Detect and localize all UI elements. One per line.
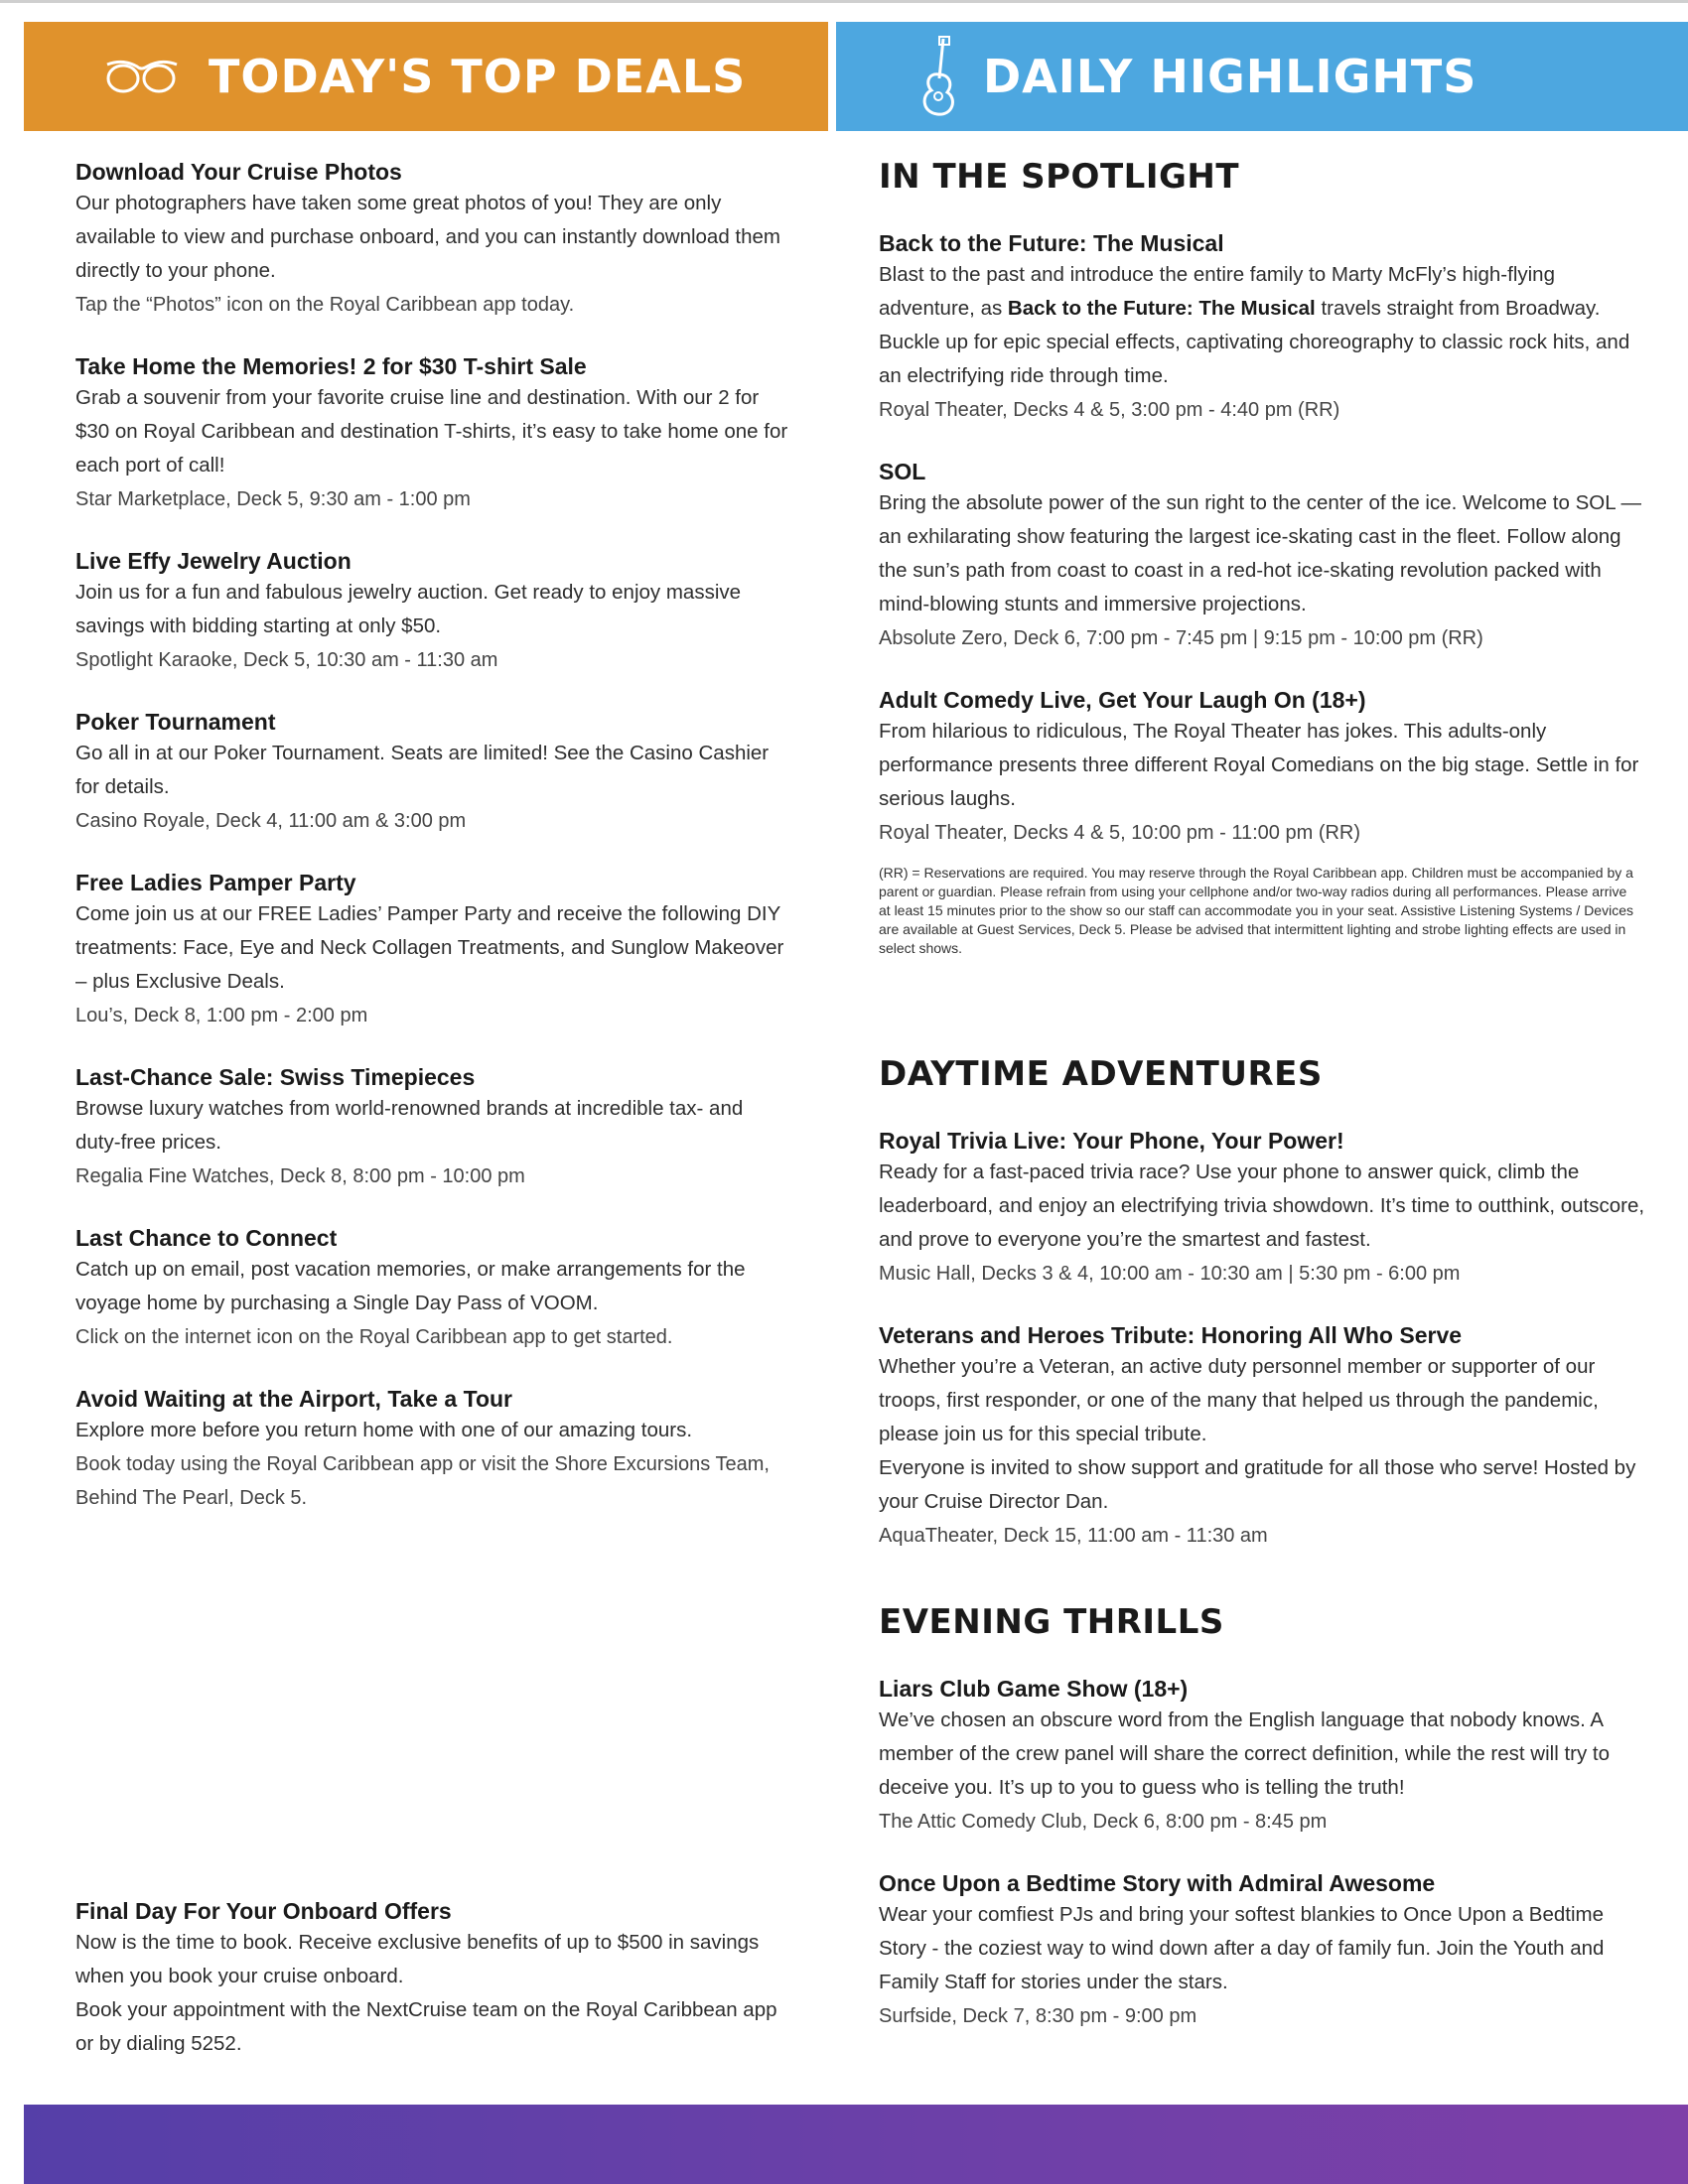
deal-location: Tap the “Photos” icon on the Royal Caribbean app today. — [75, 294, 575, 316]
deal-download-photos — [75, 157, 790, 322]
highlight-trivia — [879, 1126, 1653, 1291]
highlight-body: Ready for a fast-paced trivia race? Use your phone to answer quick, climb the leaderboard, and enjoy an electrifying trivia showdown. It’s time to outthink, outscore, and prove to everyone you’re the smartest and fastest. — [879, 1160, 1645, 1251]
deal-body: Our photographers have taken some great photos of you! They are only available to view and purchase onboard, and you can instantly download them directly to your phone. — [75, 192, 780, 282]
highlight-title: Adult Comedy Live, Get Your Laugh On (18+) — [879, 687, 1366, 713]
deal-location: Spotlight Karaoke, Deck 5, 10:30 am - 11:30 am — [75, 649, 498, 671]
deal-tshirt-sale — [75, 351, 790, 516]
evening-section — [879, 1602, 1653, 2063]
spotlight-section — [879, 157, 1653, 958]
deal-location: Book today using the Royal Caribbean app or visit the Shore Excursions Team, Behind The Pearl, Deck 5. — [75, 1453, 770, 1509]
deal-title: Take Home the Memories! 2 for $30 T-shirt Sale — [75, 353, 587, 379]
highlight-title: SOL — [879, 459, 926, 484]
highlight-location: AquaTheater, Deck 15, 11:00 am - 11:30 am — [879, 1525, 1268, 1547]
highlight-back-to-future — [879, 228, 1653, 427]
deal-body: Now is the time to book. Receive exclusive benefits of up to $500 in savings when you book your cruise onboard. — [75, 1931, 760, 1987]
highlight-body: Wear your comfiest PJs and bring your softest blankies to Once Upon a Bedtime Story - the coziest way to wind down after a day of family fun. Join the Youth and Family Staff for stories under the stars. — [879, 1903, 1605, 1993]
highlight-location: The Attic Comedy Club, Deck 6, 8:00 pm - 8:45 pm — [879, 1811, 1328, 1833]
highlight-title: Liars Club Game Show (18+) — [879, 1676, 1189, 1702]
deal-location: Casino Royale, Deck 4, 11:00 am & 3:00 pm — [75, 810, 467, 832]
deal-connect — [75, 1223, 790, 1354]
deal-body: Join us for a fun and fabulous jewelry auction. Get ready to enjoy massive savings with bidding starting at only $50. — [75, 581, 742, 637]
deal-title: Final Day For Your Onboard Offers — [75, 1898, 452, 1924]
deal-location: Star Marketplace, Deck 5, 9:30 am - 1:00 pm — [75, 488, 471, 510]
deal-title: Last Chance to Connect — [75, 1225, 338, 1251]
deal-tour — [75, 1384, 790, 1515]
highlight-body: Whether you’re a Veteran, an active duty personnel member or supporter of our troops, first responder, or one of the many that helped us through the pandemic, please join us for this special tribute. — [879, 1355, 1599, 1445]
guitar-icon — [917, 35, 961, 118]
highlight-liars-club — [879, 1674, 1653, 1839]
deal-title: Avoid Waiting at the Airport, Take a Tour — [75, 1386, 512, 1412]
deal-body: Grab a souvenir from your favorite cruise line and destination. With our 2 for $30 on Royal Caribbean and destination T-shirts, it’s easy to take home one for each port of call! — [75, 386, 788, 477]
deal-jewelry-auction — [75, 546, 790, 677]
highlight-bedtime — [879, 1868, 1653, 2033]
deal-location: Click on the internet icon on the Royal Caribbean app to get started. — [75, 1326, 673, 1348]
highlight-location: Absolute Zero, Deck 6, 7:00 pm - 7:45 pm | 9:15 pm - 10:00 pm (RR) — [879, 627, 1483, 649]
deal-title: Last-Chance Sale: Swiss Timepieces — [75, 1064, 476, 1090]
highlight-sol — [879, 457, 1653, 655]
deal-title: Live Effy Jewelry Auction — [75, 548, 352, 574]
deal-body: Browse luxury watches from world-renowned brands at incredible tax- and duty-free prices. — [75, 1097, 744, 1154]
highlight-body: Bring the absolute power of the sun right to the center of the ice. Welcome to SOL — an exhilarating show featuring the largest ice-skating cast in the fleet. Follow along the sun’s path from coast to coast in a red-hot ice-skating revolution packed with mind-blowing stunts and immersive projections. — [879, 491, 1642, 615]
reservations-disclaimer: (RR) = Reservations are required. You may reserve through the Royal Caribbean app. Children must be accompanied by a parent or guardian. Please refrain from using your cellphone and/or two-way radios during all performances. Please arrive at least 15 minutes prior to the show so our staff can accommodate you in your seat. Assistive Listening Systems / Devices are available at Guest Services, Deck 5. Please be advised that intermittent lighting and strobe lighting effects are used in select shows. — [879, 865, 1633, 956]
highlight-location: Surfside, Deck 7, 8:30 pm - 9:00 pm — [879, 2005, 1197, 2027]
highlight-body-extra: Everyone is invited to show support and gratitude for all those who serve! Hosted by your Cruise Director Dan. — [879, 1456, 1636, 1513]
evening-heading: EVENING THRILLS — [879, 1602, 1224, 1642]
highlight-comedy — [879, 685, 1653, 850]
deal-title: Free Ladies Pamper Party — [75, 870, 356, 895]
deal-body: Go all in at our Poker Tournament. Seats are limited! See the Casino Cashier for details. — [75, 742, 770, 798]
sunglasses-icon — [103, 55, 181, 98]
highlight-title: Once Upon a Bedtime Story with Admiral Awesome — [879, 1870, 1436, 1896]
deal-poker — [75, 707, 790, 838]
deal-timepieces — [75, 1062, 790, 1193]
deal-pamper-party — [75, 868, 790, 1032]
deal-location: Regalia Fine Watches, Deck 8, 8:00 pm - 10:00 pm — [75, 1165, 525, 1187]
highlight-body: From hilarious to ridiculous, The Royal Theater has jokes. This adults-only performance presents three different Royal Comedians on the big stage. Settle in for serious laughs. — [879, 720, 1639, 810]
spotlight-heading: IN THE SPOTLIGHT — [879, 157, 1240, 197]
deal-body: Come join us at our FREE Ladies’ Pamper Party and receive the following DIY treatments: Face, Eye and Neck Collagen Treatments, and Sunglow Makeover – plus Exclusive Deals. — [75, 902, 784, 993]
daily-highlights-banner — [836, 22, 1688, 131]
daytime-section — [879, 1054, 1653, 1582]
daytime-heading: DAYTIME ADVENTURES — [879, 1054, 1323, 1094]
highlight-title: Royal Trivia Live: Your Phone, Your Power! — [879, 1128, 1344, 1154]
top-rule — [0, 0, 1688, 3]
footer-gradient-band — [24, 2105, 1688, 2184]
deal-location: Book your appointment with the NextCruise team on the Royal Caribbean app or by dialing 5252. — [75, 1998, 777, 2055]
deal-location: Lou’s, Deck 8, 1:00 pm - 2:00 pm — [75, 1005, 368, 1026]
highlight-location: Music Hall, Decks 3 & 4, 10:00 am - 10:30 am | 5:30 pm - 6:00 pm — [879, 1263, 1461, 1285]
deal-body: Explore more before you return home with one of our amazing tours. — [75, 1419, 693, 1441]
deal-onboard-offers — [75, 1896, 790, 2061]
top-deals-banner — [24, 22, 828, 131]
highlight-location: Royal Theater, Decks 4 & 5, 3:00 pm - 4:40 pm (RR) — [879, 399, 1340, 421]
top-deals-column — [75, 157, 790, 1545]
highlight-body: We’ve chosen an obscure word from the English language that nobody knows. A member of the crew panel will share the correct definition, while the rest will try to deceive you. It’s up to you to guess who is telling the truth! — [879, 1708, 1611, 1799]
onboard-offers-block — [75, 1896, 790, 2091]
top-deals-title: TODAY'S TOP DEALS — [209, 50, 747, 103]
daily-highlights-title: DAILY HIGHLIGHTS — [983, 50, 1477, 103]
highlight-title: Veterans and Heroes Tribute: Honoring All Who Serve — [879, 1322, 1463, 1348]
highlight-veterans — [879, 1320, 1653, 1553]
deal-title: Poker Tournament — [75, 709, 276, 735]
highlight-body: Blast to the past and introduce the entire family to Marty McFly’s high-flying adventure, as Back to the Future: The Musical travels straight from Broadway. Buckle up for epic special effects, captivating choreography to classic rock hits, and an electrifying ride through time. — [879, 263, 1630, 387]
deal-title: Download Your Cruise Photos — [75, 159, 402, 185]
highlight-title: Back to the Future: The Musical — [879, 230, 1224, 256]
deal-body: Catch up on email, post vacation memories, or make arrangements for the voyage home by purchasing a Single Day Pass of VOOM. — [75, 1258, 746, 1314]
highlight-location: Royal Theater, Decks 4 & 5, 10:00 pm - 11:00 pm (RR) — [879, 822, 1361, 844]
